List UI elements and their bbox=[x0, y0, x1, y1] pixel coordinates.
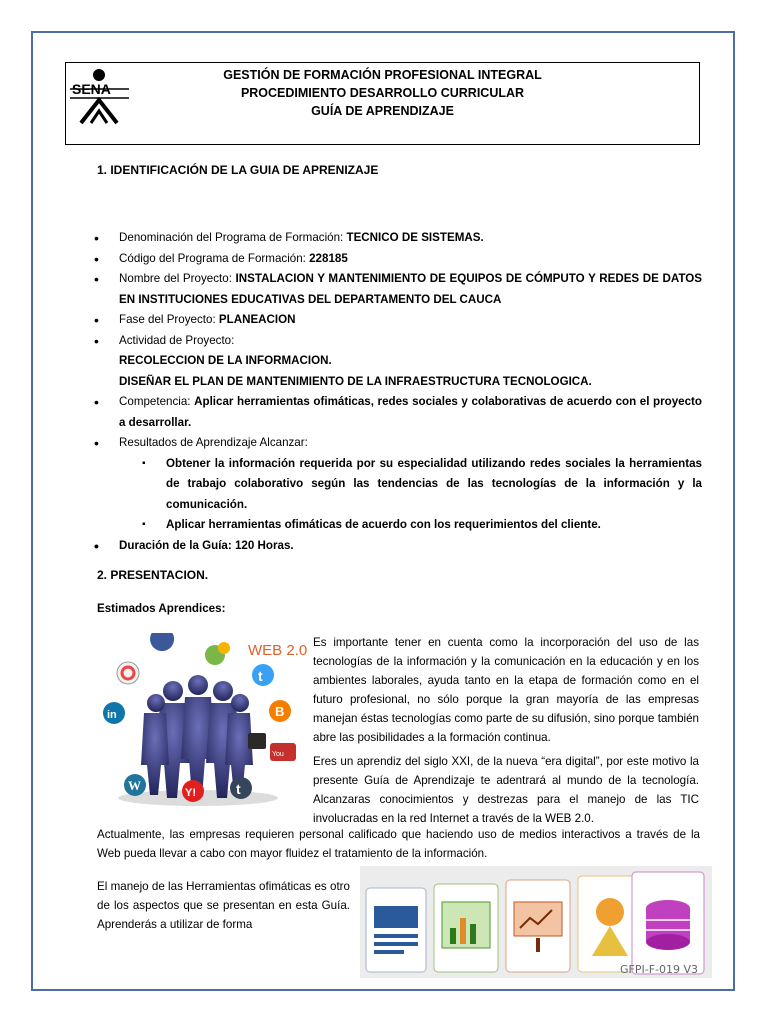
duracion-label: Duración de la Guía: bbox=[119, 538, 235, 552]
resultado-1: ▪ Obtener la información requerida por su especialidad utilizando redes sociales la herramientas de trabajo colaborativo según las tendencias de las tecnologías de la información y la comunicación. bbox=[97, 454, 702, 516]
list-item-programa bbox=[97, 228, 702, 249]
office-suite-illustration bbox=[360, 866, 712, 978]
facebook-icon bbox=[150, 633, 174, 662]
codigo-label: Código del Programa de Formación: bbox=[119, 251, 310, 265]
presentation-paragraph-1: Es importante tener en cuenta como la incorporación del uso de las tecnologías de la información y la comunicación en la educación y en los ambientes laborales, ayuda tanto en la etapa de formación como en el futuro profesional, no sólo porque la gran mayoría de las empresas manejan éstas tecnologías como parte de su difusión, sino porque también abre las posibilidades a la formación continua. bbox=[313, 636, 699, 744]
svg-text:in: in bbox=[107, 709, 117, 721]
header-title-block bbox=[66, 66, 699, 120]
svg-text:W: W bbox=[128, 778, 141, 793]
chat-icon bbox=[205, 642, 230, 665]
codigo-value: 228185 bbox=[309, 251, 348, 265]
writer-icon bbox=[366, 888, 426, 972]
tumblr-icon bbox=[230, 777, 252, 799]
presentation-paragraph-2: Eres un aprendiz del siglo XXI, de la nueva “era digital”, por este motivo la presente Guía de Aprendizaje te adentrará al mundo de la tecnología. Alcanzaras conocimientos y destrezas para el manejo de las TIC involucradas en la red Internet a través de la WEB 2.0. bbox=[313, 755, 699, 825]
resultados-label: Resultados de Aprendizaje Alcanzar: bbox=[119, 436, 308, 449]
blogger-icon bbox=[269, 700, 291, 722]
resultados-sublist bbox=[97, 454, 702, 536]
youtube-icon bbox=[270, 743, 296, 761]
document-header bbox=[65, 62, 700, 145]
base-icon bbox=[632, 872, 704, 974]
svg-text:Y!: Y! bbox=[185, 787, 196, 799]
greeting: Estimados Aprendices: bbox=[97, 602, 226, 615]
list-item-codigo bbox=[97, 249, 702, 270]
header-line-1: GESTIÓN DE FORMACIÓN PROFESIONAL INTEGRAL bbox=[223, 68, 542, 82]
competencia-label: Competencia: bbox=[119, 395, 195, 408]
svg-text:B: B bbox=[275, 704, 285, 719]
impress-icon bbox=[506, 880, 570, 972]
logo-text: SENA bbox=[72, 81, 111, 97]
web20-label: WEB 2.0 bbox=[248, 642, 308, 659]
programa-label: Denominación del Programa de Formación: bbox=[119, 231, 347, 244]
list-item-duracion bbox=[97, 536, 702, 557]
linkedin-icon bbox=[103, 702, 125, 724]
header-line-3: GUÍA DE APRENDIZAJE bbox=[311, 104, 454, 118]
competencia-value: Aplicar herramientas ofimáticas, redes sociales y colaborativas de acuerdo con el proyecto a desarrollar. bbox=[119, 395, 702, 429]
proyecto-label: Nombre del Proyecto: bbox=[119, 272, 236, 285]
svg-text:t: t bbox=[258, 668, 263, 684]
calc-icon bbox=[434, 884, 498, 972]
actividad-label: • Actividad de Proyecto: bbox=[119, 333, 235, 347]
fase-label: Fase del Proyecto: bbox=[119, 313, 219, 326]
header-line-2: PROCEDIMIENTO DESARROLLO CURRICULAR bbox=[240, 86, 525, 100]
presentation-paragraph-3: Actualmente, las empresas requieren personal calificado que haciendo uso de medios interactivos a través de la Web pueda llevar a cabo con mayor fluidez el tratamiento de la información. bbox=[97, 828, 700, 860]
svg-text:You: You bbox=[272, 751, 284, 758]
list-item-actividad bbox=[97, 331, 702, 393]
section-1-title: 1. IDENTIFICACIÓN DE LA GUIA DE APRENIZAJE bbox=[97, 163, 379, 177]
presentation-paragraph-4: El manejo de las Herramientas ofimáticas es otro de los aspectos que se presentan en esta Guía. Aprenderás a utilizar de forma bbox=[97, 880, 350, 931]
duracion-value: 120 Horas. bbox=[234, 538, 294, 552]
section-2-title: 2. PRESENTACION. bbox=[97, 568, 209, 582]
actividad-1: RECOLECCION DE LA INFORMACION. bbox=[119, 354, 332, 367]
list-item-competencia bbox=[97, 392, 702, 433]
svg-text:t: t bbox=[236, 781, 241, 797]
list-item-fase bbox=[97, 310, 702, 331]
fase-value: PLANEACION bbox=[218, 313, 296, 326]
resultado-2: ▪ Aplicar herramientas ofimáticas de acuerdo con los requerimientos del cliente. bbox=[97, 515, 702, 536]
list-item-proyecto bbox=[97, 269, 702, 310]
picasa-icon bbox=[117, 662, 139, 684]
list-item-resultados bbox=[97, 433, 702, 454]
identification-list bbox=[97, 228, 702, 556]
yahoo-icon bbox=[182, 780, 204, 802]
actividad-2: DISEÑAR EL PLAN DE MANTENIMIENTO DE LA INFRAESTRUCTURA TECNOLOGICA. bbox=[119, 374, 592, 388]
programa-value: TECNICO DE SISTEMAS. bbox=[346, 231, 484, 244]
form-code: GFPI-F-019 V3 bbox=[620, 963, 699, 976]
proyecto-value: INSTALACION Y MANTENIMIENTO DE EQUIPOS DE CÓMPUTO Y REDES DE DATOS EN INSTITUCIONES EDUCATIVAS DEL DEPARTAMENTO DEL CAUCA bbox=[119, 272, 702, 306]
wordpress-icon bbox=[124, 774, 146, 796]
svg-text:f: f bbox=[168, 646, 173, 662]
social-network-illustration bbox=[98, 633, 308, 808]
twitter-icon bbox=[252, 664, 274, 686]
